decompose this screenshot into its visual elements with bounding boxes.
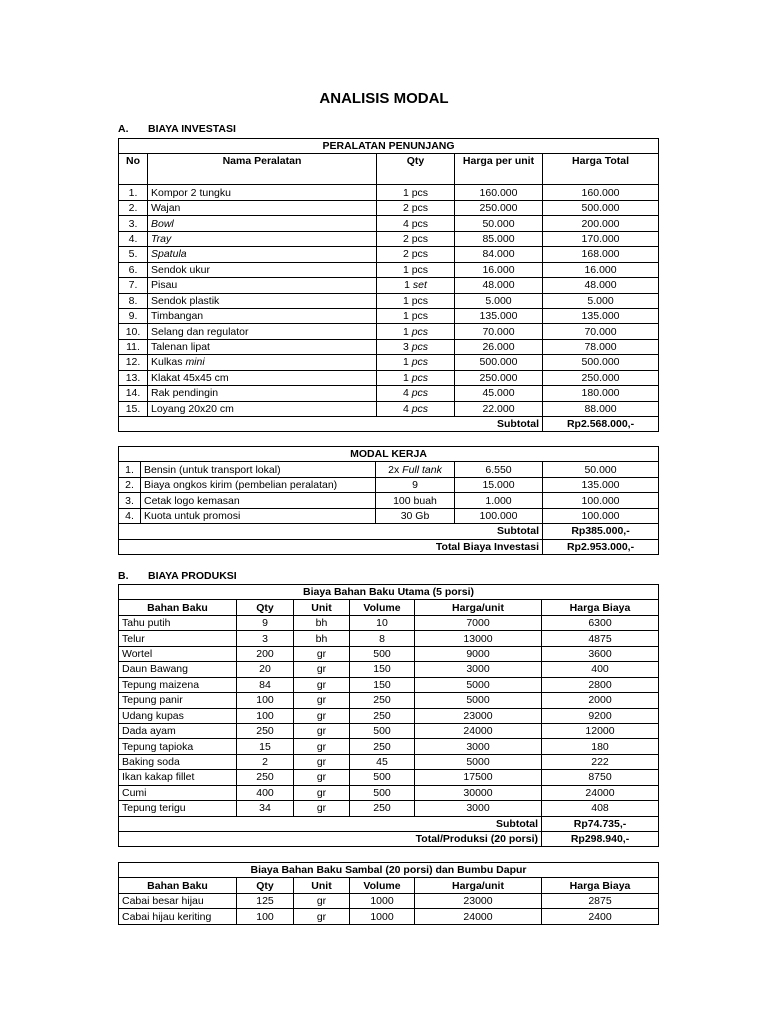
table-row [119, 386, 659, 401]
italic-term: mini [185, 356, 205, 369]
row-cost: 12000 [542, 723, 659, 738]
row-qty: 2 pcs [377, 247, 455, 262]
table-row [119, 631, 659, 646]
row-name: Udang kupas [119, 708, 237, 723]
row-total: 100.000 [543, 493, 659, 508]
row-price: 5.000 [455, 293, 543, 308]
row-cost: 6300 [542, 615, 659, 630]
row-name: Kulkas mini [148, 355, 377, 370]
row-total: 170.000 [543, 231, 659, 246]
row-cost: 2000 [542, 693, 659, 708]
row-qty: 3 [237, 631, 294, 646]
row-volume: 250 [350, 708, 415, 723]
total-produksi-label: Total/Produksi (20 porsi) [119, 832, 542, 847]
header-harga-biaya: Harga Biaya [542, 878, 659, 893]
italic-term: pcs [411, 387, 429, 400]
header-no: No [119, 154, 148, 185]
row-qty: 1 pcs [377, 293, 455, 308]
table-row [119, 754, 659, 769]
italic-term: Full tank [402, 463, 442, 476]
row-volume: 1000 [350, 909, 415, 924]
table-row [119, 339, 659, 354]
row-total: 160.000 [543, 185, 659, 200]
row-unit: gr [294, 893, 350, 908]
row-unit: gr [294, 662, 350, 677]
row-name: Sendok plastik [148, 293, 377, 308]
row-unit: gr [294, 754, 350, 769]
row-name: Kompor 2 tungku [148, 185, 377, 200]
row-name: Bensin (untuk transport lokal) [141, 462, 376, 477]
row-qty: 100 [237, 708, 294, 723]
row-volume: 250 [350, 693, 415, 708]
row-qty: 3 pcs [377, 339, 455, 354]
row-qty: 250 [237, 770, 294, 785]
row-total: 180.000 [543, 386, 659, 401]
row-total: 70.000 [543, 324, 659, 339]
row-cost: 180 [542, 739, 659, 754]
row-unit: bh [294, 615, 350, 630]
row-name: Cumi [119, 785, 237, 800]
row-qty: 100 buah [376, 493, 455, 508]
table-row [119, 801, 659, 816]
row-no: 12. [119, 355, 148, 370]
row-qty: 125 [237, 893, 294, 908]
row-total: 88.000 [543, 401, 659, 416]
row-cost: 408 [542, 801, 659, 816]
table-row [119, 646, 659, 661]
row-cost: 2875 [542, 893, 659, 908]
row-no: 10. [119, 324, 148, 339]
subtotal-row [119, 524, 659, 539]
header-qty: Qty [237, 878, 294, 893]
row-name: Wortel [119, 646, 237, 661]
row-unit: gr [294, 801, 350, 816]
row-qty: 4 pcs [377, 216, 455, 231]
total-biaya-investasi-value: Rp2.953.000,- [543, 539, 659, 554]
row-price: 84.000 [455, 247, 543, 262]
row-price: 3000 [415, 662, 542, 677]
subtotal-label: Subtotal [119, 524, 543, 539]
row-name: Tray [148, 231, 377, 246]
row-qty: 4 pcs [377, 401, 455, 416]
table-row [119, 462, 659, 477]
table-row [119, 662, 659, 677]
row-volume: 250 [350, 801, 415, 816]
section-b-letter: B. [118, 570, 129, 582]
row-price: 70.000 [455, 324, 543, 339]
row-cost: 9200 [542, 708, 659, 723]
row-total: 135.000 [543, 308, 659, 323]
row-price: 26.000 [455, 339, 543, 354]
table-row [119, 785, 659, 800]
row-qty: 2x Full tank [376, 462, 455, 477]
row-price: 9000 [415, 646, 542, 661]
row-price: 3000 [415, 801, 542, 816]
row-name: Biaya ongkos kirim (pembelian peralatan) [141, 477, 376, 492]
total-biaya-investasi-label: Total Biaya Investasi [119, 539, 543, 554]
row-price: 3000 [415, 739, 542, 754]
subtotal-value: Rp74.735,- [542, 816, 659, 831]
header-harga-unit: Harga/unit [415, 600, 542, 615]
row-unit: gr [294, 770, 350, 785]
peralatan-caption: PERALATAN PENUNJANG [119, 139, 659, 154]
row-unit: gr [294, 693, 350, 708]
row-price: 250.000 [455, 370, 543, 385]
row-no: 15. [119, 401, 148, 416]
row-price: 135.000 [455, 308, 543, 323]
header-qty: Qty [237, 600, 294, 615]
header-volume: Volume [350, 600, 415, 615]
table-row [119, 278, 659, 293]
italic-term: pcs [411, 325, 429, 338]
table-row [119, 770, 659, 785]
row-name: Cetak logo kemasan [141, 493, 376, 508]
table-row [119, 324, 659, 339]
row-qty: 2 [237, 754, 294, 769]
table-row [119, 200, 659, 215]
section-b-heading [118, 570, 237, 582]
document-title: ANALISIS MODAL [319, 90, 449, 107]
modal-kerja-caption: MODAL KERJA [119, 447, 659, 462]
table-row [119, 677, 659, 692]
row-volume: 1000 [350, 893, 415, 908]
row-total: 168.000 [543, 247, 659, 262]
row-name: Baking soda [119, 754, 237, 769]
row-qty: 1 pcs [377, 355, 455, 370]
row-qty: 9 [237, 615, 294, 630]
table-row [119, 723, 659, 738]
table-row [119, 401, 659, 416]
row-price: 13000 [415, 631, 542, 646]
row-name: Dada ayam [119, 723, 237, 738]
table-row [119, 370, 659, 385]
row-no: 5. [119, 247, 148, 262]
row-price: 23000 [415, 708, 542, 723]
row-name: Tepung panir [119, 693, 237, 708]
subtotal-label: Subtotal [119, 417, 543, 432]
peralatan-table [118, 138, 659, 432]
row-qty: 1 pcs [377, 324, 455, 339]
row-price: 85.000 [455, 231, 543, 246]
row-qty: 2 pcs [377, 231, 455, 246]
table-row [119, 477, 659, 492]
row-name: Cabai hijau keriting [119, 909, 237, 924]
row-no: 3. [119, 493, 141, 508]
row-price: 5000 [415, 693, 542, 708]
row-total: 5.000 [543, 293, 659, 308]
bahan-utama-table [118, 584, 659, 847]
row-price: 16.000 [455, 262, 543, 277]
row-name: Pisau [148, 278, 377, 293]
table-row [119, 293, 659, 308]
row-no: 2. [119, 477, 141, 492]
section-a-letter: A. [118, 123, 129, 135]
row-no: 2. [119, 200, 148, 215]
row-price: 160.000 [455, 185, 543, 200]
header-qty: Qty [377, 154, 455, 185]
row-volume: 150 [350, 662, 415, 677]
row-qty: 100 [237, 693, 294, 708]
header-harga-total: Harga Total [543, 154, 659, 185]
row-volume: 150 [350, 677, 415, 692]
row-cost: 400 [542, 662, 659, 677]
header-harga-biaya: Harga Biaya [542, 600, 659, 615]
row-name: Selang dan regulator [148, 324, 377, 339]
row-no: 9. [119, 308, 148, 323]
section-a-heading [118, 123, 236, 135]
row-price: 24000 [415, 723, 542, 738]
row-qty: 1 pcs [377, 185, 455, 200]
row-no: 11. [119, 339, 148, 354]
row-cost: 8750 [542, 770, 659, 785]
subtotal-value: Rp2.568.000,- [543, 417, 659, 432]
row-no: 1. [119, 462, 141, 477]
italic-term: pcs [411, 371, 429, 384]
row-qty: 4 pcs [377, 386, 455, 401]
row-cost: 4875 [542, 631, 659, 646]
row-price: 5000 [415, 754, 542, 769]
row-price: 45.000 [455, 386, 543, 401]
row-no: 7. [119, 278, 148, 293]
bahan-utama-header-row [119, 600, 659, 615]
row-price: 6.550 [455, 462, 543, 477]
row-price: 15.000 [455, 477, 543, 492]
row-volume: 10 [350, 615, 415, 630]
row-volume: 500 [350, 770, 415, 785]
row-no: 13. [119, 370, 148, 385]
row-unit: gr [294, 646, 350, 661]
section-a-label: BIAYA INVESTASI [148, 123, 236, 135]
row-qty: 84 [237, 677, 294, 692]
row-unit: gr [294, 909, 350, 924]
row-name: Timbangan [148, 308, 377, 323]
peralatan-header-row [119, 154, 659, 185]
table-row [119, 708, 659, 723]
table-row [119, 231, 659, 246]
row-price: 23000 [415, 893, 542, 908]
modal-kerja-table [118, 446, 659, 555]
row-price: 48.000 [455, 278, 543, 293]
bahan-sambal-table [118, 862, 659, 925]
row-unit: gr [294, 739, 350, 754]
row-no: 4. [119, 231, 148, 246]
row-price: 1.000 [455, 493, 543, 508]
row-qty: 1 pcs [377, 370, 455, 385]
table-row [119, 615, 659, 630]
row-name: Loyang 20x20 cm [148, 401, 377, 416]
row-name: Spatula [148, 247, 377, 262]
row-qty: 1 pcs [377, 308, 455, 323]
row-price: 22.000 [455, 401, 543, 416]
row-name: Tepung tapioka [119, 739, 237, 754]
row-name: Cabai besar hijau [119, 893, 237, 908]
header-volume: Volume [350, 878, 415, 893]
table-row [119, 739, 659, 754]
row-total: 500.000 [543, 200, 659, 215]
subtotal-row [119, 417, 659, 432]
section-b-label: BIAYA PRODUKSI [148, 570, 237, 582]
row-name: Ikan kakap fillet [119, 770, 237, 785]
row-qty: 2 pcs [377, 200, 455, 215]
row-no: 1. [119, 185, 148, 200]
row-unit: gr [294, 708, 350, 723]
row-name: Talenan lipat [148, 339, 377, 354]
row-name: Tahu putih [119, 615, 237, 630]
row-total: 16.000 [543, 262, 659, 277]
table-row [119, 216, 659, 231]
row-name: Sendok ukur [148, 262, 377, 277]
row-name: Telur [119, 631, 237, 646]
table-row [119, 355, 659, 370]
row-total: 50.000 [543, 462, 659, 477]
bahan-sambal-caption: Biaya Bahan Baku Sambal (20 porsi) dan Bumbu Dapur [119, 863, 659, 878]
row-name: Bowl [148, 216, 377, 231]
header-unit: Unit [294, 600, 350, 615]
total-biaya-investasi-row [119, 539, 659, 554]
row-name: Kuota untuk promosi [141, 508, 376, 523]
table-row [119, 493, 659, 508]
total-produksi-row [119, 832, 659, 847]
table-row [119, 185, 659, 200]
row-price: 7000 [415, 615, 542, 630]
row-no: 14. [119, 386, 148, 401]
row-qty: 250 [237, 723, 294, 738]
row-total: 135.000 [543, 477, 659, 492]
subtotal-value: Rp385.000,- [543, 524, 659, 539]
row-total: 100.000 [543, 508, 659, 523]
row-price: 5000 [415, 677, 542, 692]
bahan-utama-caption: Biaya Bahan Baku Utama (5 porsi) [119, 585, 659, 600]
table-row [119, 693, 659, 708]
row-qty: 30 Gb [376, 508, 455, 523]
row-total: 500.000 [543, 355, 659, 370]
row-unit: bh [294, 631, 350, 646]
row-no: 8. [119, 293, 148, 308]
header-unit: Unit [294, 878, 350, 893]
row-qty: 200 [237, 646, 294, 661]
table-row [119, 909, 659, 924]
italic-term: pcs [411, 341, 429, 354]
row-no: 3. [119, 216, 148, 231]
row-name: Tepung maizena [119, 677, 237, 692]
row-unit: gr [294, 677, 350, 692]
header-bahan-baku: Bahan Baku [119, 878, 237, 893]
header-bahan-baku: Bahan Baku [119, 600, 237, 615]
row-name: Tepung terigu [119, 801, 237, 816]
row-name: Klakat 45x45 cm [148, 370, 377, 385]
row-qty: 20 [237, 662, 294, 677]
row-qty: 34 [237, 801, 294, 816]
row-name: Rak pendingin [148, 386, 377, 401]
header-harga-unit: Harga/unit [415, 878, 542, 893]
header-nama-peralatan: Nama Peralatan [148, 154, 377, 185]
row-price: 50.000 [455, 216, 543, 231]
row-price: 30000 [415, 785, 542, 800]
row-qty: 15 [237, 739, 294, 754]
row-volume: 500 [350, 646, 415, 661]
row-price: 17500 [415, 770, 542, 785]
row-price: 250.000 [455, 200, 543, 215]
row-qty: 9 [376, 477, 455, 492]
row-price: 24000 [415, 909, 542, 924]
row-volume: 500 [350, 723, 415, 738]
row-unit: gr [294, 785, 350, 800]
row-volume: 500 [350, 785, 415, 800]
table-row [119, 508, 659, 523]
row-total: 78.000 [543, 339, 659, 354]
row-cost: 222 [542, 754, 659, 769]
row-qty: 1 set [377, 278, 455, 293]
row-total: 200.000 [543, 216, 659, 231]
italic-term: pcs [411, 356, 429, 369]
bahan-sambal-header-row [119, 878, 659, 893]
row-name: Wajan [148, 200, 377, 215]
row-cost: 2800 [542, 677, 659, 692]
row-name: Daun Bawang [119, 662, 237, 677]
row-cost: 24000 [542, 785, 659, 800]
row-total: 250.000 [543, 370, 659, 385]
italic-term: pcs [411, 402, 429, 415]
row-price: 500.000 [455, 355, 543, 370]
table-row [119, 262, 659, 277]
table-row [119, 247, 659, 262]
row-qty: 100 [237, 909, 294, 924]
header-harga-per-unit: Harga per unit [455, 154, 543, 185]
subtotal-row [119, 816, 659, 831]
total-produksi-value: Rp298.940,- [542, 832, 659, 847]
row-qty: 400 [237, 785, 294, 800]
italic-term: set [412, 279, 427, 292]
row-price: 100.000 [455, 508, 543, 523]
subtotal-label: Subtotal [119, 816, 542, 831]
table-row [119, 308, 659, 323]
table-row [119, 893, 659, 908]
row-qty: 1 pcs [377, 262, 455, 277]
row-volume: 8 [350, 631, 415, 646]
row-unit: gr [294, 723, 350, 738]
row-total: 48.000 [543, 278, 659, 293]
row-no: 6. [119, 262, 148, 277]
row-volume: 45 [350, 754, 415, 769]
row-no: 4. [119, 508, 141, 523]
row-cost: 3600 [542, 646, 659, 661]
row-volume: 250 [350, 739, 415, 754]
row-cost: 2400 [542, 909, 659, 924]
